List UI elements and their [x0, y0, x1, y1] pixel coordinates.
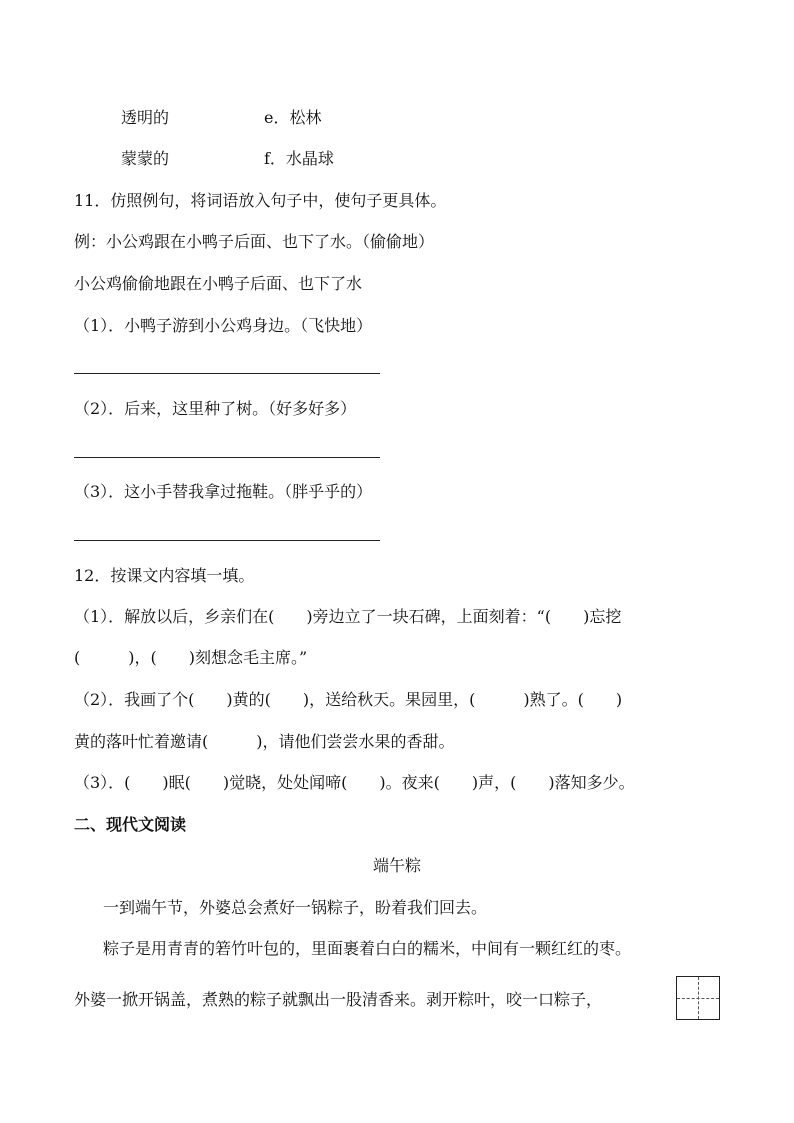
- answer-line-2[interactable]: [74, 457, 380, 458]
- answer-line-1[interactable]: [74, 373, 380, 374]
- question-11-example: 例：小公鸡跟在小鸭子后面、也下了水。（偷偷地）: [74, 232, 435, 251]
- passage-title: 端午粽: [372, 856, 421, 875]
- matching-left-1: 透明的: [121, 108, 170, 127]
- passage-paragraph-1: 一到端午节，外婆总会煮好一锅粽子，盼着我们回去。: [103, 898, 488, 917]
- question-12-line-1: （1）．解放以后，乡亲们在( )旁边立了一块石碑，上面刻着：“( )忘挖: [74, 607, 622, 626]
- question-12-title: 12．按课文内容填一填。: [74, 566, 255, 585]
- matching-right-1: e．松林: [264, 108, 322, 127]
- section-2-heading: 二、现代文阅读: [74, 815, 187, 834]
- question-12-line-4: 黄的落叶忙着邀请( )，请他们尝尝水果的香甜。: [74, 732, 455, 751]
- matching-left-2: 蒙蒙的: [121, 149, 170, 168]
- question-11-item-1: （1）．小鸭子游到小公鸡身边。（飞快地）: [74, 316, 373, 335]
- question-12-line-2: ( )，( )刻想念毛主席。”: [74, 648, 308, 667]
- passage-paragraph-2: 粽子是用青青的箬竹叶包的，里面裹着白白的糯米，中间有一颗红红的枣。: [103, 939, 632, 958]
- grid-horizontal-guide: [677, 998, 719, 999]
- answer-line-3[interactable]: [74, 540, 380, 541]
- question-12-line-5: （3）．( )眠( )觉晓，处处闻啼( )。夜来( )声，( )落知多少。: [74, 773, 635, 792]
- question-12-line-3: （2）．我画了个( )黄的( )，送给秋天。果园里，( )熟了。( ): [74, 690, 623, 709]
- question-11-title: 11．仿照例句，将词语放入句子中，使句子更具体。: [74, 191, 447, 210]
- writing-grid-box[interactable]: [676, 976, 720, 1020]
- question-11-item-3: （3）．这小手替我拿过拖鞋。（胖乎乎的）: [74, 482, 373, 501]
- question-11-item-2: （2）．后来，这里种了树。（好多好多）: [74, 399, 357, 418]
- matching-right-2: f．水晶球: [264, 149, 334, 168]
- question-11-example-answer: 小公鸡偷偷地跟在小鸭子后面、也下了水: [74, 274, 363, 293]
- passage-paragraph-3: 外婆一掀开锅盖，煮熟的粽子就飘出一股清香来。剥开粽叶，咬一口粽子，: [74, 990, 603, 1009]
